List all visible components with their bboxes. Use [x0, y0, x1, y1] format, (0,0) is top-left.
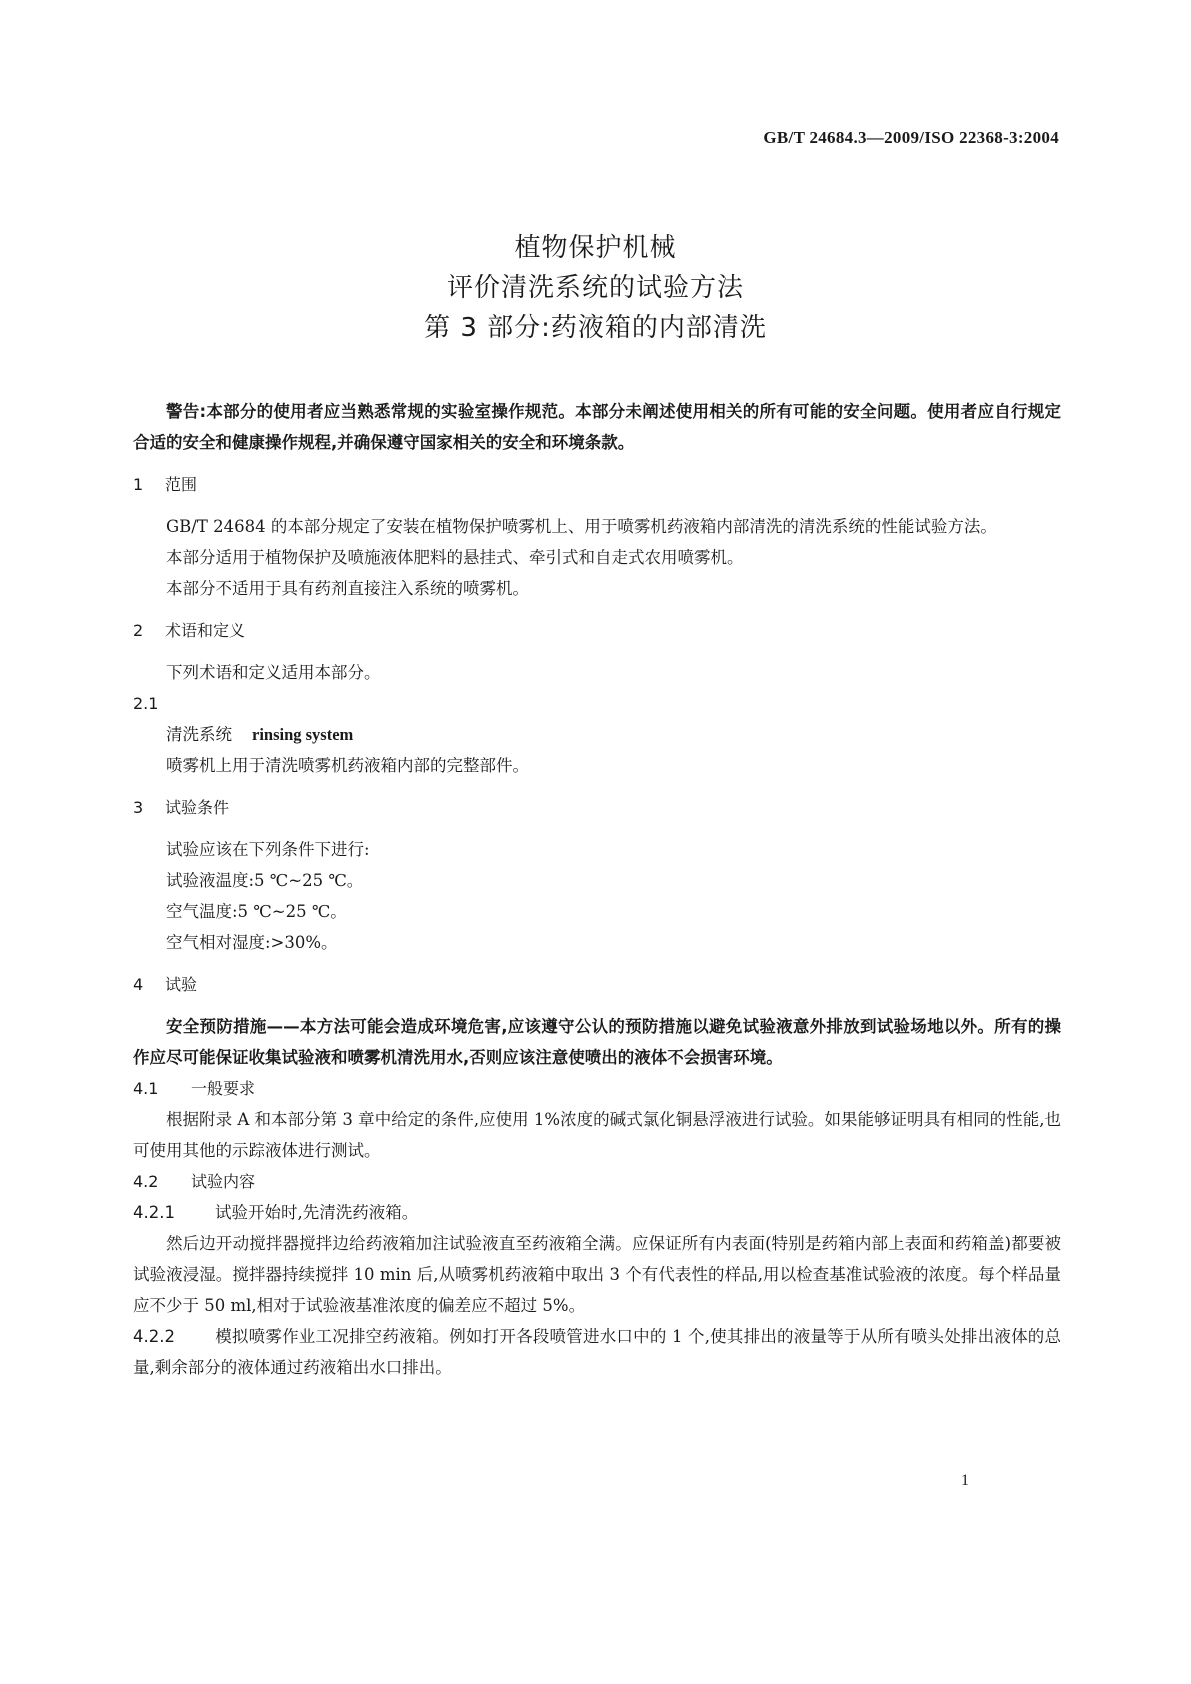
page-number: 1	[961, 1472, 969, 1489]
subsection-2-1-number: 2.1	[133, 694, 159, 713]
section-4-heading	[133, 969, 1061, 1000]
section-2-paragraph-1: 下列术语和定义适用本部分。	[166, 663, 381, 682]
section-1-number: 1	[133, 475, 144, 494]
subsection-4-2-1-number: 4.2.1	[133, 1203, 175, 1222]
section-2-title: 术语和定义	[165, 621, 246, 640]
title-line-2: 评价清洗系统的试验方法	[446, 273, 744, 303]
subsection-4-2-1-paragraph: 然后边开动搅拌器搅拌边给药液箱加注试验液直至药液箱全满。应保证所有内表面(特别是药箱内部上表面和药箱盖)都要被试验液浸湿。搅拌器持续搅拌 10 min 后,从喷雾机药液箱中取出 3 个有代表性的样品,用以检查基准试验液的浓度。每个样品量应不少于 50 ml,相对于试验液基准浓度的偏差应不超过 5%。	[133, 1234, 1061, 1315]
subsection-4-1-number: 4.1	[133, 1079, 159, 1098]
subsection-4-2-2-text: 模拟喷雾作业工况排空药液箱。例如打开各段喷管进水口中的 1 个,使其排出的液量等于从所有喷头处排出液体的总量,剩余部分的液体通过药液箱出水口排出。	[133, 1327, 1061, 1377]
section-1-paragraph-1: GB/T 24684 的本部分规定了安装在植物保护喷雾机上、用于喷雾机药液箱内部清洗的清洗系统的性能试验方法。	[166, 517, 997, 536]
subsection-4-2-title: 试验内容	[191, 1172, 256, 1191]
subsection-4-1-title: 一般要求	[191, 1079, 256, 1098]
section-3-number: 3	[133, 798, 144, 817]
subsection-4-2-1-text: 试验开始时,先清洗药液箱。	[215, 1203, 419, 1222]
subsection-4-2-2-number: 4.2.2	[133, 1327, 175, 1346]
title-line-1: 植物保护机械	[514, 233, 677, 263]
section-1-paragraph-2: 本部分适用于植物保护及喷施液体肥料的悬挂式、牵引式和自走式农用喷雾机。	[166, 548, 744, 567]
section-3-heading	[133, 792, 1061, 823]
term-chinese: 清洗系统	[166, 725, 232, 744]
section-3-paragraph-4: 空气相对湿度:>30%。	[166, 933, 338, 952]
section-1-paragraph-3: 本部分不适用于具有药剂直接注入系统的喷雾机。	[166, 579, 529, 598]
section-3-title: 试验条件	[165, 798, 230, 817]
section-2-number: 2	[133, 621, 144, 640]
term-english: rinsing system	[252, 725, 354, 744]
section-2-heading	[133, 615, 1061, 646]
subsection-4-2-2-paragraph	[133, 1321, 1061, 1383]
section-4-title: 试验	[165, 975, 198, 994]
subsection-4-2-1-line	[133, 1197, 1061, 1228]
term-entry	[133, 719, 1061, 750]
subsection-4-1-paragraph: 根据附录 A 和本部分第 3 章中给定的条件,应使用 1%浓度的碱式氯化铜悬浮液进行试验。如果能够证明具有相同的性能,也可使用其他的示踪液体进行测试。	[133, 1110, 1061, 1160]
section-1-heading	[133, 469, 1061, 500]
subsection-4-1-heading	[133, 1073, 1061, 1104]
section-4-number: 4	[133, 975, 144, 994]
warning-paragraph: 警告:本部分的使用者应当熟悉常规的实验室操作规范。本部分未阐述使用相关的所有可能的安全问题。使用者应自行规定合适的安全和健康操作规程,并确保遵守国家相关的安全和环境条款。	[133, 402, 1061, 452]
title-line-3: 第 3 部分:药液箱的内部清洗	[424, 313, 767, 343]
section-3-paragraph-1: 试验应该在下列条件下进行:	[166, 840, 370, 859]
section-1-title: 范围	[165, 475, 198, 494]
standard-code: GB/T 24684.3—2009/ISO 22368-3:2004	[763, 128, 1059, 147]
document-title	[0, 228, 1191, 348]
subsection-4-2-number: 4.2	[133, 1172, 159, 1191]
section-3-paragraph-3: 空气温度:5 ℃~25 ℃。	[166, 902, 347, 921]
safety-paragraph: 安全预防措施——本方法可能会造成环境危害,应该遵守公认的预防措施以避免试验液意外排放到试验场地以外。所有的操作应尽可能保证收集试验液和喷雾机清洗用水,否则应该注意使喷出的液体不会损害环境。	[133, 1017, 1061, 1067]
section-3-paragraph-2: 试验液温度:5 ℃~25 ℃。	[166, 871, 364, 890]
term-definition: 喷雾机上用于清洗喷雾机药液箱内部的完整部件。	[166, 756, 529, 775]
document-body	[133, 396, 1061, 1383]
subsection-4-2-heading	[133, 1166, 1061, 1197]
